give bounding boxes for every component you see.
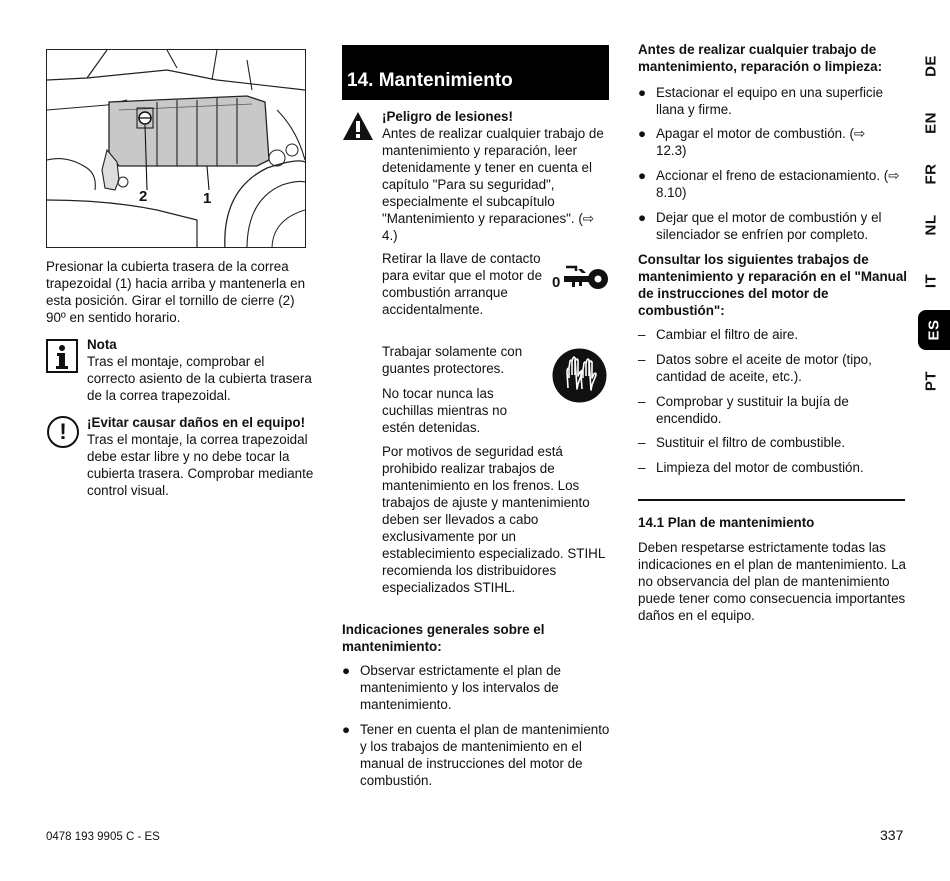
bullet-icon: ● xyxy=(638,210,647,225)
warning-triangle-icon xyxy=(342,111,374,141)
bullet-icon: ● xyxy=(342,663,351,678)
general-heading: Indicaciones generales sobre el mantenimiento: xyxy=(342,622,545,654)
before-heading: Antes de realizar cualquier trabajo de mantenimiento, reparación o limpieza: xyxy=(638,42,883,74)
dash-icon: – xyxy=(638,327,646,342)
document-number: 0478 193 9905 C - ES xyxy=(46,831,160,843)
blades-text: No tocar nunca las cuchillas mientras no estén detenidas. xyxy=(382,386,508,435)
gloves-text: Trabajar solamente con guantes protectores. xyxy=(382,344,523,376)
section-title: 14. Mantenimiento xyxy=(342,45,609,100)
general-list: ● Observar estrictamente el plan de mantenimiento y los intervalos de mantenimiento. ● Tener en cuenta el plan de mantenimiento y los trabajos de mantenimiento en el manual de instrucciones del motor de combustión. xyxy=(342,663,610,788)
language-tab-en[interactable]: EN xyxy=(922,112,940,134)
bullet-icon: ● xyxy=(342,722,351,737)
plan-heading: 14.1 Plan de mantenimiento xyxy=(638,515,815,530)
bullet-icon: ● xyxy=(638,85,647,100)
warning-text: Tras el montaje, la correa trapezoidal debe estar libre y no debe tocar la cubierta trasera. Comprobar mediante control visual. xyxy=(87,432,314,498)
plan-text: Deben respetarse estrictamente todas las indicaciones en el plan de mantenimiento. La no observancia del plan de mantenimiento puede tener como consecuencia importantes daños en el equipo. xyxy=(638,540,906,623)
mower-belt-drawing xyxy=(47,50,306,248)
consult-list: – Cambiar el filtro de aire. – Datos sobre el aceite de motor (tipo, cantidad de aceite, etc.). – Comprobar y sustituir la bujía de encendido. – Sustituir el filtro de combustible. – Limpieza del motor de combustión. xyxy=(638,327,872,475)
language-tab-nl[interactable]: NL xyxy=(922,214,940,236)
dash-icon: – xyxy=(638,460,646,475)
remove-key-text: Retirar la llave de contacto para evitar que el motor de combustión arranque accidentalmente. xyxy=(382,251,543,317)
belt-cover-illustration xyxy=(46,49,306,248)
warning-title: ¡Evitar causar daños en el equipo! xyxy=(87,415,306,430)
bullet-icon: ● xyxy=(638,126,647,141)
callout-1: 1 xyxy=(203,190,212,207)
gloves-icon xyxy=(552,348,607,403)
svg-text:0: 0 xyxy=(552,274,561,291)
language-tab-de[interactable]: DE xyxy=(922,55,940,77)
dash-icon: – xyxy=(638,394,646,409)
exclamation-icon: ! xyxy=(47,416,79,448)
dash-icon: – xyxy=(638,352,646,367)
bullet-icon: ● xyxy=(638,168,647,183)
dash-icon: – xyxy=(638,435,646,450)
language-tab-fr[interactable]: FR xyxy=(922,163,940,185)
brakes-text: Por motivos de seguridad está prohibido realizar trabajos de mantenimiento en los frenos. Los trabajos de ajuste y mantenimiento deben ser llevados a cabo exclusivamente por un establecimiento especializado. STIHL recomienda los distribuidores especializados STIHL. xyxy=(382,444,605,595)
language-tab-pt[interactable]: PT xyxy=(922,370,940,392)
danger-text: Antes de realizar cualquier trabajo de mantenimiento y reparación, leer detenidamente y tener en cuenta el capítulo "Para su seguridad", especialmente el subcapítulo "Mantenimiento y reparaciones". (⇨ 4.) xyxy=(382,126,604,243)
danger-title: ¡Peligro de lesiones! xyxy=(382,109,513,124)
language-tab-it[interactable]: IT xyxy=(922,273,940,289)
note-text: Tras el montaje, comprobar el correcto asiento de la cubierta trasera de la correa trapezoidal. xyxy=(87,354,312,403)
info-icon xyxy=(46,339,78,373)
consult-heading: Consultar los siguientes trabajos de mantenimiento y reparación en el "Manual de instrucciones del motor de combustión": xyxy=(638,252,908,318)
callout-2: 2 xyxy=(139,188,148,205)
before-list: ● Estacionar el equipo en una superficie llana y firme. ● Apagar el motor de combustión. (⇨ 12.3) ● Accionar el freno de estacionamiento. (⇨ 8.10) ● Dejar que el motor de combustión y el silenciador se enfríen por completo. xyxy=(638,85,900,242)
danger-notice xyxy=(382,108,606,244)
belt-cover-instruction: Presionar la cubierta trasera de la correa trapezoidal (1) hacia arriba y mantenerla en esta posición. Girar el tornillo de cierre (2) 90º en sentido horario. xyxy=(46,259,306,325)
note-title: Nota xyxy=(87,337,117,352)
ignition-key-icon xyxy=(552,263,610,293)
language-tab-es[interactable]: ES xyxy=(918,310,950,350)
section-divider xyxy=(638,499,905,501)
page-number: 337 xyxy=(880,827,904,843)
